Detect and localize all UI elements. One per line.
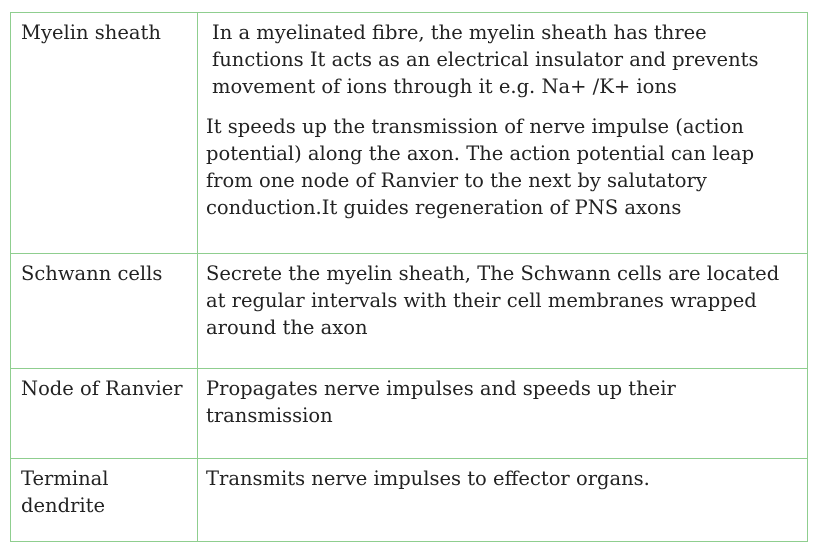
description-cell <box>198 254 808 369</box>
term-label: Schwann cells <box>21 262 163 285</box>
description-cell <box>198 459 808 542</box>
description-paragraph: It speeds up the transmission of nerve impulse (action potential) along the axon. The action potential can leap from one node of Ranvier to the next by salutatory conduction.It guides regeneration of PNS axons <box>206 115 755 219</box>
term-cell <box>11 13 198 254</box>
table-row <box>11 13 808 254</box>
term-label: Myelin sheath <box>21 21 161 44</box>
table-row <box>11 459 808 542</box>
table-row <box>11 254 808 369</box>
description-cell <box>198 369 808 459</box>
term-cell <box>11 254 198 369</box>
term-label: Node of Ranvier <box>21 377 183 400</box>
description-cell <box>198 13 808 254</box>
description-paragraph: In a myelinated fibre, the myelin sheath has three functions It acts as an electrical insulator and prevents movement of ions through it e.g. Na+ /K+ ions <box>212 21 759 98</box>
definitions-table <box>10 12 808 542</box>
table-row <box>11 369 808 459</box>
description-paragraph: Propagates nerve impulses and speeds up their transmission <box>206 377 676 427</box>
description-paragraph: Transmits nerve impulses to effector organs. <box>206 467 650 490</box>
term-cell <box>11 369 198 459</box>
term-cell <box>11 459 198 542</box>
term-label: Terminal dendrite <box>21 467 109 517</box>
description-paragraph: Secrete the myelin sheath, The Schwann cells are located at regular intervals with their cell membranes wrapped around the axon <box>206 262 780 339</box>
